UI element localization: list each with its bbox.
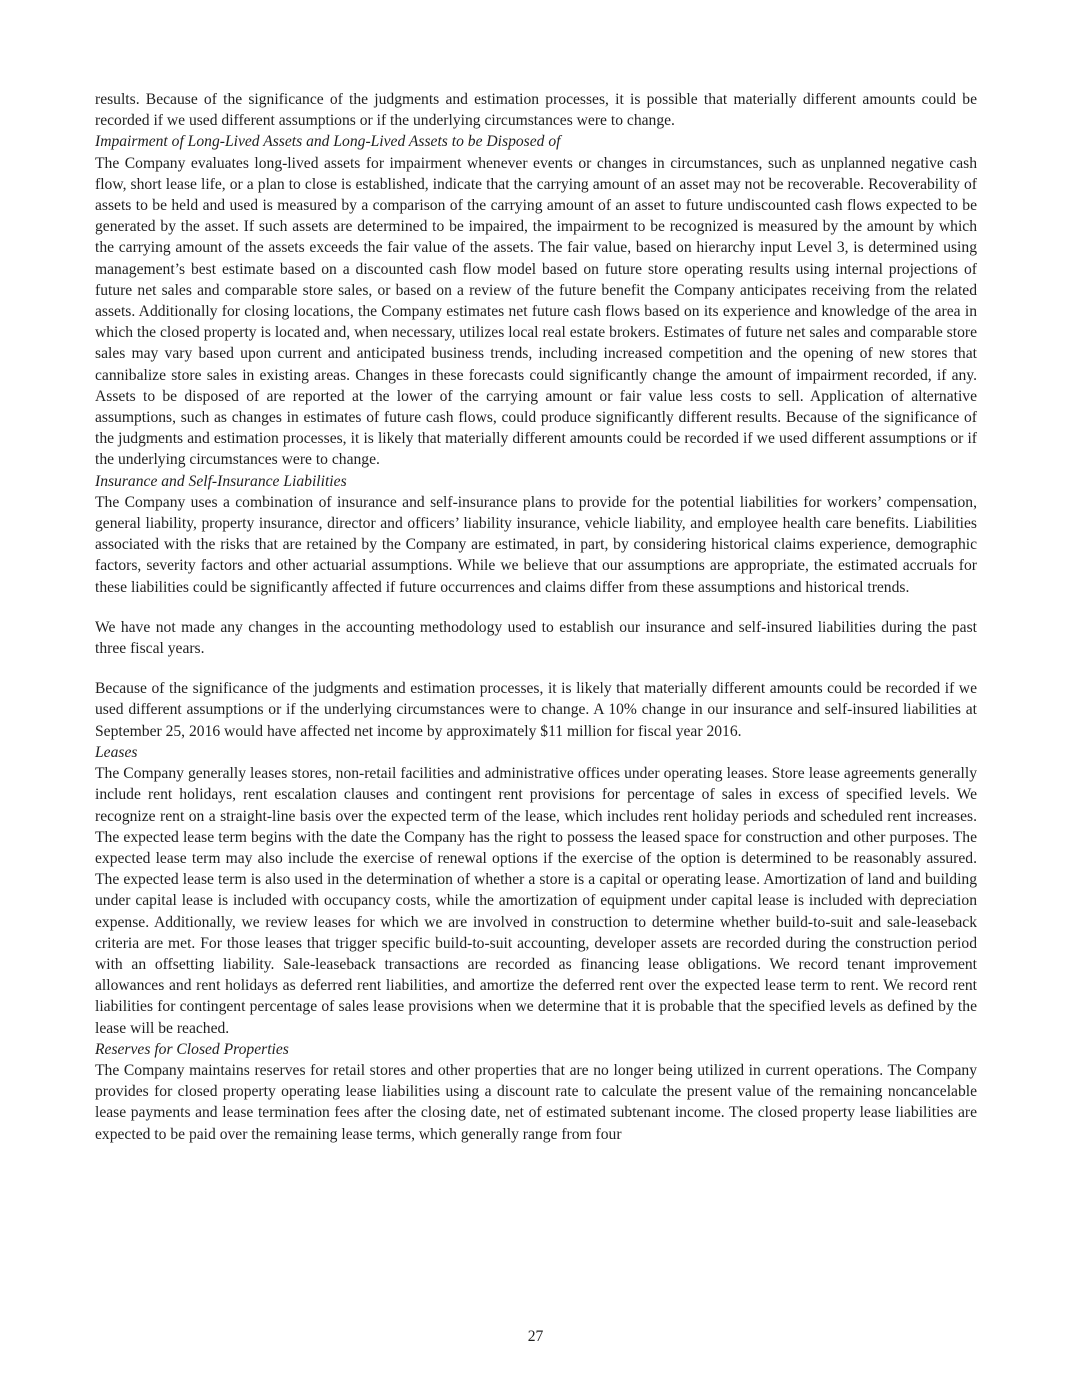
reserves-paragraph: The Company maintains reserves for retail stores and other properties that are no longer being utilized in current operations. The Company provides for closed property operating lease liabilities using a discount rate to calculate the present value of the remaining noncancelable lease payments and lease termination fees after the closing date, net of estimated subtenant income. The closed property lease liabilities are expected to be paid over the remaining lease terms, which generally range from four — [95, 1061, 977, 1143]
reserves-heading: Reserves for Closed Properties — [95, 1040, 289, 1058]
leases-heading: Leases — [95, 743, 138, 761]
insurance-paragraph-1: The Company uses a combination of insurance and self-insurance plans to provide for the potential liabilities for workers’ compensation, general liability, property insurance, director and officers’ liability insurance, vehicle liability, and employee health care benefits. Liabilities associated with the risks that are retained by the Company are estimated, in part, by considering historical claims experience, demographic factors, severity factors and other actuarial assumptions. While we believe that our assumptions are appropriate, the estimated accruals for these liabilities could be significantly affected if future occurrences and claims differ from these assumptions and historical trends. — [95, 493, 977, 596]
insurance-paragraph-3: Because of the significance of the judgments and estimation processes, it is likely that materially different amounts could be recorded if we used different assumptions or if the underlying circumstances were to change. A 10% change in our insurance and self-insured liabilities at September 25, 2016 would have affected net income by approximately $11 million for fiscal year 2016. — [95, 680, 977, 740]
impairment-heading: Impairment of Long-Lived Assets and Long-Lived Assets to be Disposed of — [95, 133, 561, 151]
intro-paragraph: results. Because of the significance of the judgments and estimation processes, it is possible that materially different amounts could be recorded if we used different assumptions or if the underlying circumstances were to change. — [95, 91, 977, 130]
page-number: 27 — [527, 1328, 544, 1345]
impairment-paragraph: The Company evaluates long-lived assets for impairment whenever events or changes in circumstances, such as unplanned negative cash flow, short lease life, or a plan to close is established, indicate that the carrying amount of an asset may not be recoverable. Recoverability of assets to be held and used is measured by a comparison of the carrying amount of an asset to future undiscounted cash flows expected to be generated by the asset. If such assets are determined to be impaired, the impairment to be recognized is measured by the amount by which the carrying amount of the assets exceeds the fair value of the assets. The fair value, based on hierarchy input Level 3, is determined using management’s best estimate based on a discounted cash flow model based on future store operating results using internal projections of future net sales and comparable store sales, or based on a review of the future benefit the Company anticipates receiving from the related assets. Additionally for closing locations, the Company estimates net future cash flows based on its experience and knowledge of the area in which the closed property is located and, when necessary, utilizes local real estate brokers. Estimates of future net sales and comparable store sales may vary based upon current and anticipated business trends, including increased competition and the opening of new stores that cannibalize store sales in existing areas. Changes in these forecasts could significantly change the amount of impairment recorded, if any. Assets to be disposed of are reported at the lower of the carrying amount or fair value less costs to sell. Application of alternative assumptions, such as changes in estimates of future cash flows, could produce significantly different results. Because of the significance of the judgments and estimation processes, it is likely that materially different amounts could be recorded if we used different assumptions or if the underlying circumstances were to change. — [95, 154, 977, 469]
leases-paragraph: The Company generally leases stores, non-retail facilities and administrative offices under operating leases. Store lease agreements generally include rent holidays, rent escalation clauses and contingent rent provisions for percentage of sales in excess of specified levels. We recognize rent on a straight-line basis over the expected term of the lease, which includes rent holiday periods and scheduled rent increases. The expected lease term begins with the date the Company has the right to possess the leased space for construction and other purposes. The expected lease term may also include the exercise of renewal options if the exercise of the option is determined to be reasonably assured. The expected lease term is also used in the determination of whether a store is a capital or operating lease. Amortization of land and building under capital lease is included with occupancy costs, while the amortization of equipment under capital lease is included with depreciation expense. Additionally, we review leases for which we are involved in construction to determine whether build-to-suit and sale-leaseback criteria are met. For those leases that trigger specific build-to-suit accounting, developer assets are recorded during the construction period with an offsetting liability. Sale-leaseback transactions are recorded as financing lease obligations. We record tenant improvement allowances and rent holidays as deferred rent liabilities, and amortize the deferred rent over the expected lease term to rent. We record rent liabilities for contingent percentage of sales lease provisions when we determine that it is probable that the specified levels as defined by the lease will be reached. — [95, 765, 977, 1037]
insurance-paragraph-2: We have not made any changes in the accounting methodology used to establish our insurance and self-insured liabilities during the past three fiscal years. — [95, 618, 977, 658]
document-body — [95, 89, 977, 1145]
insurance-heading: Insurance and Self-Insurance Liabilities — [95, 472, 347, 490]
